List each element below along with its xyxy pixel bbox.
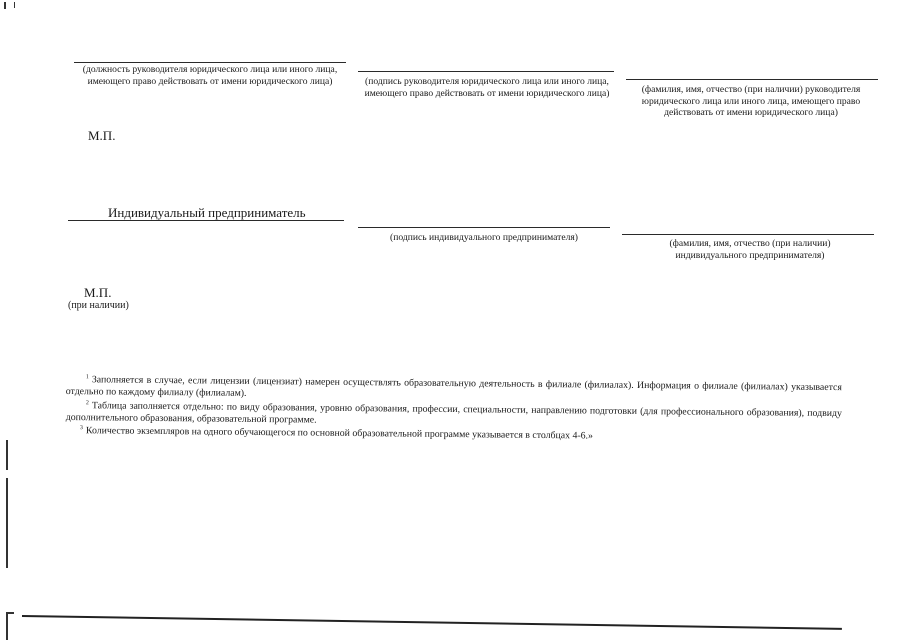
footnote-1-text: Заполняется в случае, если лицензии (лицензиат) намерен осуществлять образовательную деятельность в филиале (филиалах). Информация о филиале (филиалах) указывается отдельно по каждому филиалу (филиалам). bbox=[65, 374, 842, 399]
signature-line bbox=[358, 71, 614, 72]
scan-mark-top-left bbox=[14, 2, 15, 8]
full-name-line bbox=[626, 79, 878, 80]
entrepreneur-signature-line bbox=[358, 227, 610, 228]
footnote-2-number: 2 bbox=[85, 400, 89, 407]
entrepreneur-name-caption: (фамилия, имя, отчество (при наличии) индивидуального предпринимателя) bbox=[669, 238, 831, 261]
entrepreneur-stamp-note: (при наличии) bbox=[68, 300, 129, 311]
entrepreneur-name-line bbox=[622, 234, 874, 235]
position-caption: (должность руководителя юридического лица или иного лица, имеющего право действовать от имени юридического лица) bbox=[82, 64, 338, 87]
scan-mark-top-left bbox=[4, 2, 6, 9]
scan-bottom-rule bbox=[22, 615, 842, 630]
scan-margin-bracket bbox=[6, 612, 14, 614]
footnote-3-text: Количество экземпляров на одного обучающегося по основной образовательной программе указывается в столбцах 4-6.» bbox=[85, 425, 593, 442]
scan-margin-mark bbox=[6, 478, 8, 568]
scan-margin-bracket bbox=[6, 612, 8, 640]
entrepreneur-stamp-label: М.П. bbox=[84, 285, 112, 300]
footnote-2-text: Таблица заполняется отдельно: по виду образования, уровню образования, профессии, специальности, направлению подготовки (для профессионального образования), подвиду дополнительного образования, образовательной программе. bbox=[65, 400, 842, 426]
stamp-label: М.П. bbox=[88, 128, 116, 143]
footnote-1-number: 1 bbox=[85, 374, 89, 381]
entrepreneur-position: Индивидуальный предприниматель bbox=[108, 205, 306, 220]
entrepreneur-signature-caption: (подпись индивидуального предпринимателя) bbox=[390, 232, 578, 243]
entrepreneur-position-line bbox=[68, 220, 344, 221]
full-name-caption: (фамилия, имя, отчество (при наличии) руководителя юридического лица или иного лица, имеющего право действовать от имени юридического лица) bbox=[641, 84, 861, 118]
scan-margin-mark bbox=[6, 440, 8, 470]
position-line bbox=[74, 62, 346, 63]
footnote-3-number: 3 bbox=[79, 425, 83, 432]
signature-caption: (подпись руководителя юридического лица или иного лица, имеющего право действовать от имени юридического лица) bbox=[364, 76, 610, 99]
